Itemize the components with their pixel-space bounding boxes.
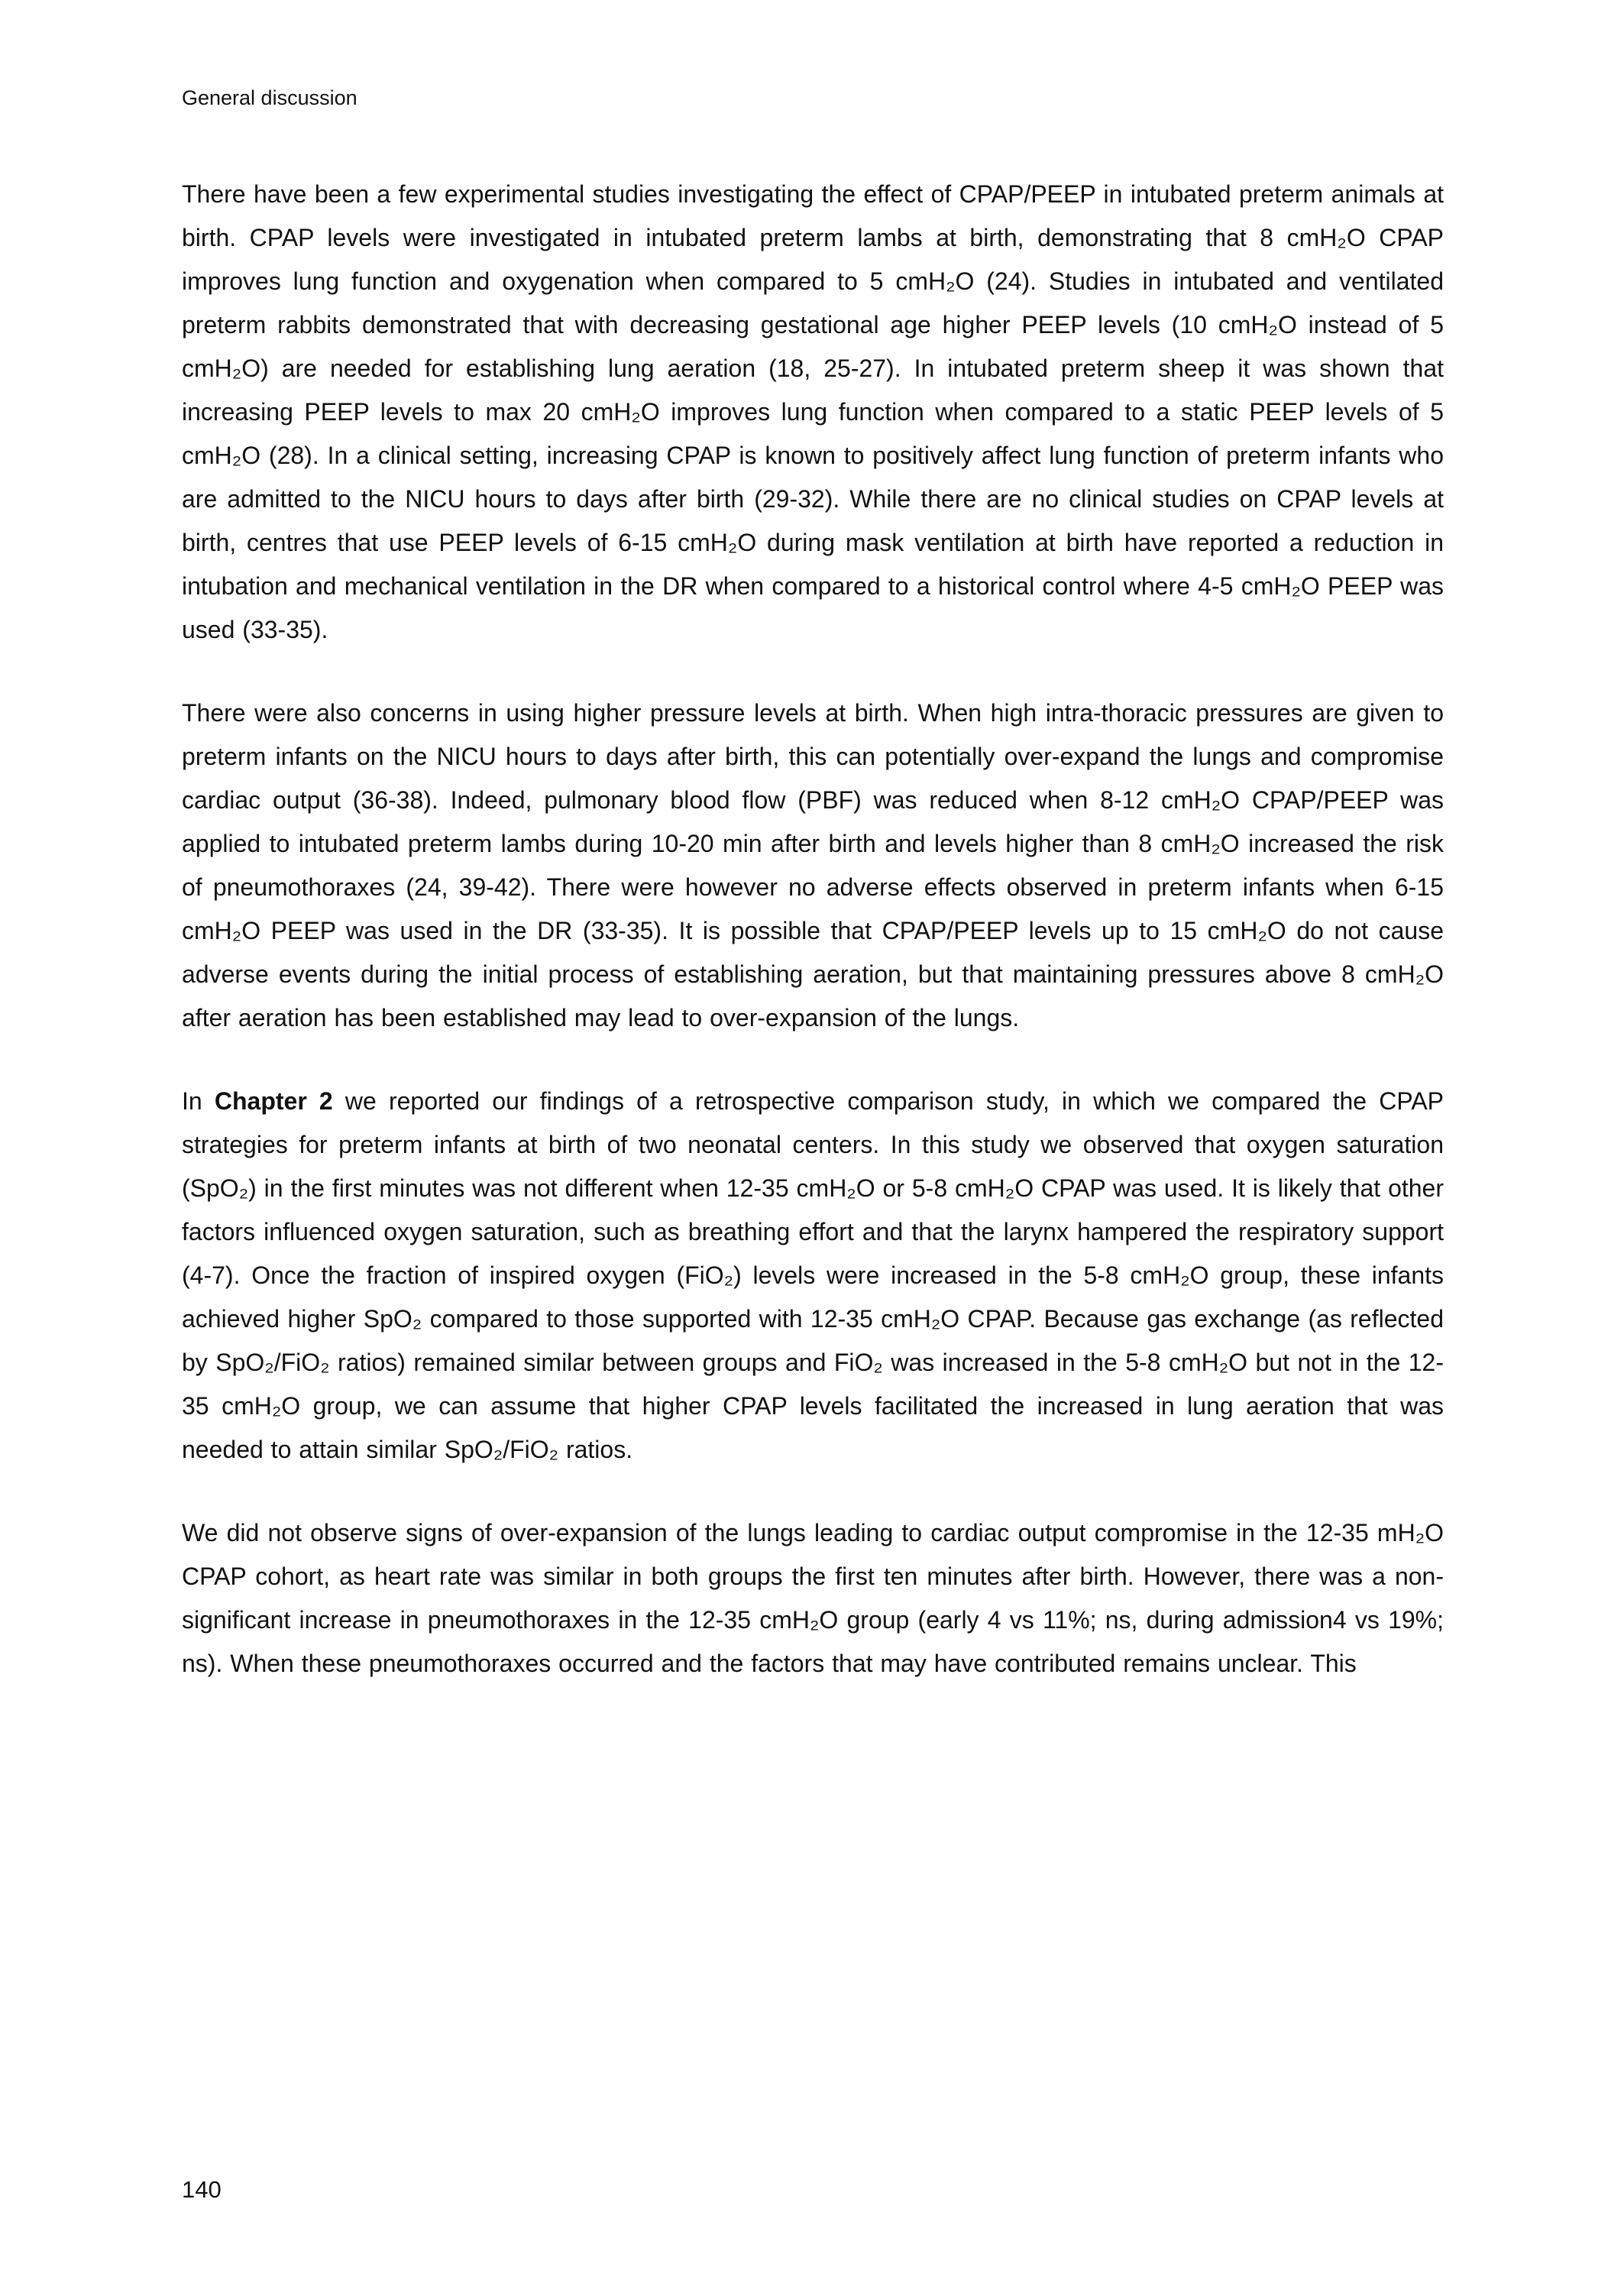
paragraph-segment: In	[182, 1087, 215, 1115]
page-number: 140	[182, 2176, 222, 2203]
paragraph: We did not observe signs of over-expansion of the lungs leading to cardiac output compromise in the 12-35 mH₂O CPAP cohort, as heart rate was similar in both groups the first ten minutes after birth. However, there was a non-significant increase in pneumothoraxes in the 12-35 cmH₂O group (early 4 vs 11%; ns, during admission4 vs 19%; ns). When these pneumothoraxes occurred and the factors that may have contributed remains unclear. This	[182, 1519, 1444, 1677]
running-header: General discussion	[182, 86, 357, 109]
paragraph: There were also concerns in using higher pressure levels at birth. When high intra-thoracic pressures are given to preterm infants on the NICU hours to days after birth, this can potentially over-expand the lungs and compromise cardiac output (36-38). Indeed, pulmonary blood flow (PBF) was reduced when 8-12 cmH₂O CPAP/PEEP was applied to intubated preterm lambs during 10-20 min after birth and levels higher than 8 cmH₂O increased the risk of pneumothoraxes (24, 39-42). There were however no adverse effects observed in preterm infants when 6-15 cmH₂O PEEP was used in the DR (33-35). It is possible that CPAP/PEEP levels up to 15 cmH₂O do not cause adverse events during the initial process of establishing aeration, but that maintaining pressures above 8 cmH₂O after aeration has been established may lead to over-expansion of the lungs.	[182, 699, 1444, 1032]
paragraph	[182, 1080, 1444, 1472]
chapter-reference: Chapter 2	[214, 1087, 333, 1115]
page-body	[182, 173, 1444, 1686]
paragraph-segment: we reported our findings of a retrospective comparison study, in which we compared the CPAP strategies for preterm infants at birth of two neonatal centers. In this study we observed that oxygen saturation (SpO₂) in the first minutes was not different when 12-35 cmH₂O or 5-8 cmH₂O CPAP was used. It is likely that other factors influenced oxygen saturation, such as breathing effort and that the larynx hampered the respiratory support (4-7). Once the fraction of inspired oxygen (FiO₂) levels were increased in the 5-8 cmH₂O group, these infants achieved higher SpO₂ compared to those supported with 12-35 cmH₂O CPAP. Because gas exchange (as reflected by SpO₂/FiO₂ ratios) remained similar between groups and FiO₂ was increased in the 5-8 cmH₂O but not in the 12-35 cmH₂O group, we can assume that higher CPAP levels facilitated the increased in lung aeration that was needed to attain similar SpO₂/FiO₂ ratios.	[182, 1087, 1444, 1463]
paragraph: There have been a few experimental studies investigating the effect of CPAP/PEEP in intubated preterm animals at birth. CPAP levels were investigated in intubated preterm lambs at birth, demonstrating that 8 cmH₂O CPAP improves lung function and oxygenation when compared to 5 cmH₂O (24). Studies in intubated and ventilated preterm rabbits demonstrated that with decreasing gestational age higher PEEP levels (10 cmH₂O instead of 5 cmH₂O) are needed for establishing lung aeration (18, 25-27). In intubated preterm sheep it was shown that increasing PEEP levels to max 20 cmH₂O improves lung function when compared to a static PEEP levels of 5 cmH₂O (28). In a clinical setting, increasing CPAP is known to positively affect lung function of preterm infants who are admitted to the NICU hours to days after birth (29-32). While there are no clinical studies on CPAP levels at birth, centres that use PEEP levels of 6-15 cmH₂O during mask ventilation at birth have reported a reduction in intubation and mechanical ventilation in the DR when compared to a historical control where 4-5 cmH₂O PEEP was used (33-35).	[182, 180, 1444, 643]
